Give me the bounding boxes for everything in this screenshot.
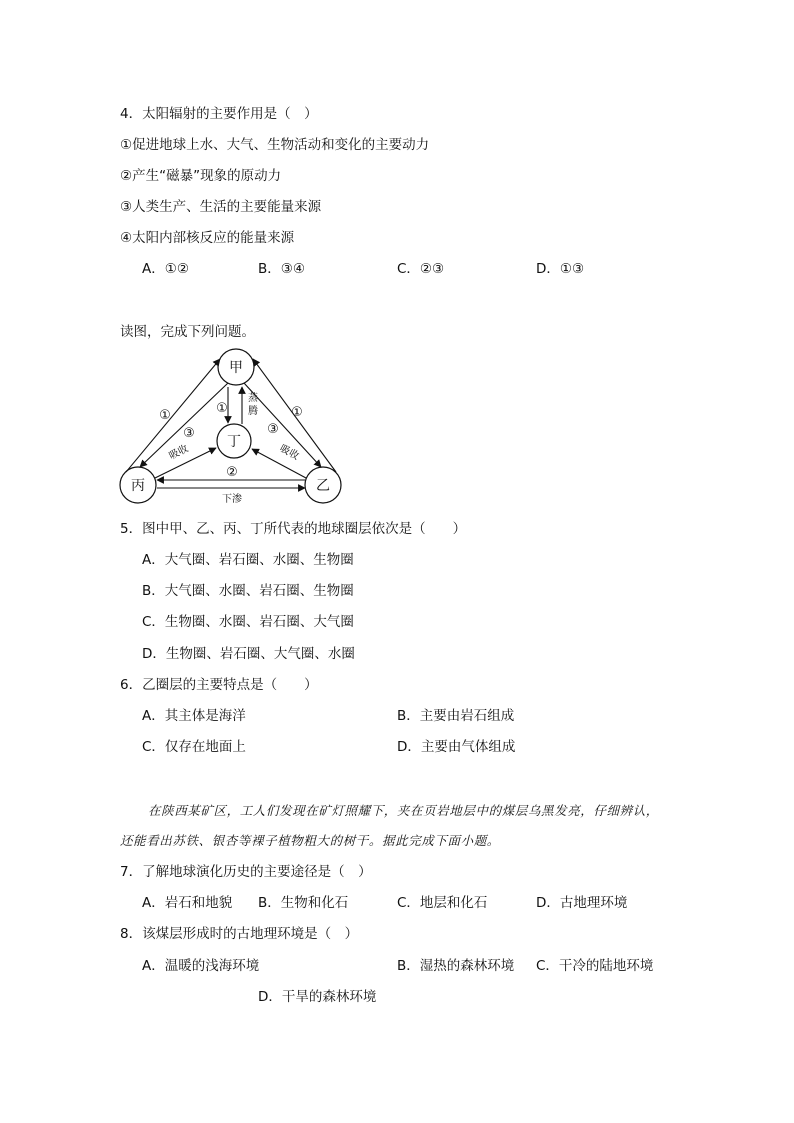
node-jia-label: 甲 [229,360,243,376]
q8-option-b: B．湿热的森林环境 [397,958,515,974]
q8-option-c: C．干冷的陆地环境 [536,958,654,974]
label-evaporation-1: 蒸 [248,393,258,404]
q4-item-3: ③人类生产、生活的主要能量来源 [120,199,322,215]
node-ding-label: 丁 [227,434,241,450]
q4-item-1: ①促进地球上水、大气、生物活动和变化的主要动力 [120,137,430,153]
q7-option-b: B．生物和化石 [258,895,349,911]
sphere-cycle-diagram [110,345,360,505]
passage-line-1: 在陕西某矿区，工人们发现在矿灯照耀下，夹在页岩地层中的煤层乌黑发亮，仔细辨认， [148,803,659,818]
q5-option-c: C．生物圈、水圈、岩石圈、大气圈 [142,614,354,630]
q8-option-d: D．干旱的森林环境 [258,989,377,1005]
q8-stem: 8．该煤层形成时的古地理环境是（ ） [120,926,359,942]
q6-option-c: C．仅存在地面上 [142,739,246,755]
label-three-left: ③ [183,426,195,441]
node-yi-label: 乙 [316,478,330,494]
label-one-left: ① [159,408,171,423]
diagram-intro: 读图，完成下列问题。 [120,324,255,340]
q4-option-b: B．③④ [258,261,305,277]
q5-option-a: A．大气圈、岩石圈、水圈、生物圈 [142,552,354,568]
node-bing-label: 丙 [131,478,145,494]
label-seepage: 下渗 [222,494,242,505]
q5-option-d: D．生物圈、岩石圈、大气圈、水圈 [142,646,355,662]
passage-line-2: 还能看出苏铁、银杏等裸子植物粗大的树干。据此完成下面小题。 [120,833,500,848]
label-one-center: ① [216,401,228,416]
q7-stem: 7．了解地球演化历史的主要途径是（ ） [120,864,372,880]
q7-option-c: C．地层和化石 [397,895,488,911]
q8-option-a: A．温暖的浅海环境 [142,958,260,974]
q6-stem: 6．乙圈层的主要特点是（ ） [120,677,318,693]
label-one-right: ① [291,405,303,420]
label-evaporation-2: 腾 [248,406,258,417]
q5-option-b: B．大气圈、水圈、岩石圈、生物圈 [142,583,354,599]
label-absorb-right: 吸收 [277,443,301,463]
q4-item-2: ②产生“磁暴”现象的原动力 [120,168,282,184]
q4-option-a: A．①② [142,261,189,277]
label-two: ② [226,465,238,480]
q4-option-d: D．①③ [536,261,585,277]
q6-option-b: B．主要由岩石组成 [397,708,515,724]
q4-option-c: C．②③ [397,261,445,277]
q5-stem: 5．图中甲、乙、丙、丁所代表的地球圈层依次是（ ） [120,521,467,537]
label-three-right: ③ [267,422,279,437]
q7-option-a: A．岩石和地貌 [142,895,233,911]
q7-option-d: D．古地理环境 [536,895,628,911]
q6-option-d: D．主要由气体组成 [397,739,516,755]
q4-stem: 4．太阳辐射的主要作用是（ ） [120,106,318,122]
label-absorb-left: 吸收 [167,443,191,463]
q6-option-a: A．其主体是海洋 [142,708,246,724]
q4-item-4: ④太阳内部核反应的能量来源 [120,230,295,246]
